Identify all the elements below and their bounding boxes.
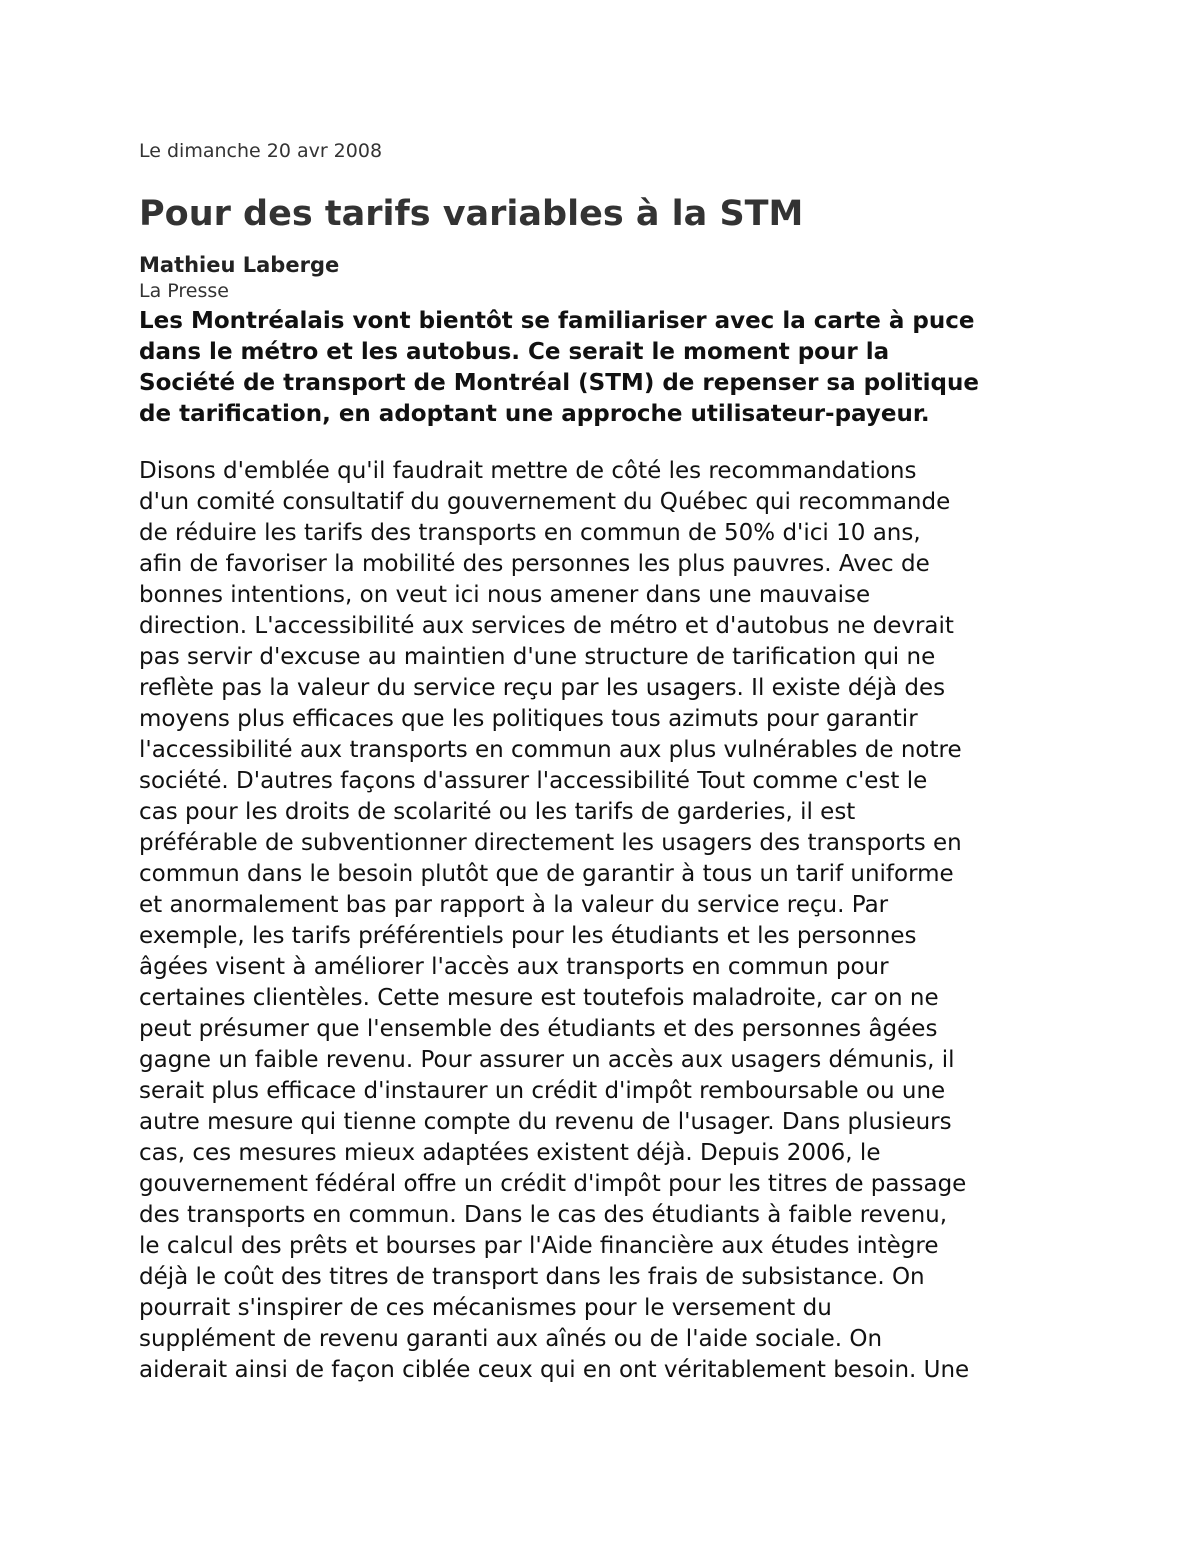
body-line: déjà le coût des titres de transport dans les frais de subsistance. On bbox=[139, 1264, 925, 1290]
lead-line: dans le métro et les autobus. Ce serait le moment pour la bbox=[139, 339, 890, 365]
body-line: supplément de revenu garanti aux aînés ou de l'aide sociale. On bbox=[139, 1326, 883, 1352]
article-date: Le dimanche 20 avr 2008 bbox=[139, 140, 383, 162]
body-line: peut présumer que l'ensemble des étudiants et des personnes âgées bbox=[139, 1016, 938, 1042]
body-line: l'accessibilité aux transports en commun aux plus vulnérables de notre bbox=[139, 737, 962, 763]
body-line: et anormalement bas par rapport à la valeur du service reçu. Par bbox=[139, 892, 889, 918]
body-line: des transports en commun. Dans le cas des étudiants à faible revenu, bbox=[139, 1202, 948, 1228]
body-line: exemple, les tarifs préférentiels pour les étudiants et les personnes bbox=[139, 923, 917, 949]
lead-line: Société de transport de Montréal (STM) de repenser sa politique bbox=[139, 370, 979, 396]
body-line: cas pour les droits de scolarité ou les tarifs de garderies, il est bbox=[139, 799, 856, 825]
body-line: cas, ces mesures mieux adaptées existent déjà. Depuis 2006, le bbox=[139, 1140, 881, 1166]
body-line: direction. L'accessibilité aux services de métro et d'autobus ne devrait bbox=[139, 613, 954, 639]
body-line: bonnes intentions, on veut ici nous amener dans une mauvaise bbox=[139, 582, 871, 608]
body-line: gouvernement fédéral offre un crédit d'impôt pour les titres de passage bbox=[139, 1171, 967, 1197]
body-line: commun dans le besoin plutôt que de garantir à tous un tarif uniforme bbox=[139, 861, 954, 887]
body-line: gagne un faible revenu. Pour assurer un accès aux usagers démunis, il bbox=[139, 1047, 955, 1073]
body-line: autre mesure qui tienne compte du revenu de l'usager. Dans plusieurs bbox=[139, 1109, 952, 1135]
body-line: le calcul des prêts et bourses par l'Aide financière aux études intègre bbox=[139, 1233, 939, 1259]
body-line: afin de favoriser la mobilité des personnes les plus pauvres. Avec de bbox=[139, 551, 930, 577]
body-line: pourrait s'inspirer de ces mécanismes pour le versement du bbox=[139, 1295, 832, 1321]
body-line: pas servir d'excuse au maintien d'une structure de tarification qui ne bbox=[139, 644, 936, 670]
lead-line: Les Montréalais vont bientôt se familiariser avec la carte à puce bbox=[139, 308, 975, 334]
article-author: Mathieu Laberge bbox=[139, 253, 340, 277]
body-line: reflète pas la valeur du service reçu par les usagers. Il existe déjà des bbox=[139, 675, 946, 701]
body-line: préférable de subventionner directement les usagers des transports en bbox=[139, 830, 962, 856]
body-line: âgées visent à améliorer l'accès aux transports en commun pour bbox=[139, 954, 889, 980]
body-line: aiderait ainsi de façon ciblée ceux qui en ont véritablement besoin. Une bbox=[139, 1357, 970, 1383]
article-title: Pour des tarifs variables à la STM bbox=[139, 194, 804, 234]
body-line: d'un comité consultatif du gouvernement du Québec qui recommande bbox=[139, 489, 951, 515]
article-body bbox=[139, 456, 969, 1386]
body-line: société. D'autres façons d'assurer l'accessibilité Tout comme c'est le bbox=[139, 768, 928, 794]
article-source: La Presse bbox=[139, 280, 229, 302]
body-line: Disons d'emblée qu'il faudrait mettre de côté les recommandations bbox=[139, 458, 917, 484]
body-line: serait plus efficace d'instaurer un crédit d'impôt remboursable ou une bbox=[139, 1078, 946, 1104]
body-line: moyens plus efficaces que les politiques tous azimuts pour garantir bbox=[139, 706, 918, 732]
article-lead bbox=[139, 306, 979, 430]
lead-line: de tarification, en adoptant une approche utilisateur-payeur. bbox=[139, 401, 930, 427]
body-line: certaines clientèles. Cette mesure est toutefois maladroite, car on ne bbox=[139, 985, 939, 1011]
body-line: de réduire les tarifs des transports en commun de 50% d'ici 10 ans, bbox=[139, 520, 921, 546]
